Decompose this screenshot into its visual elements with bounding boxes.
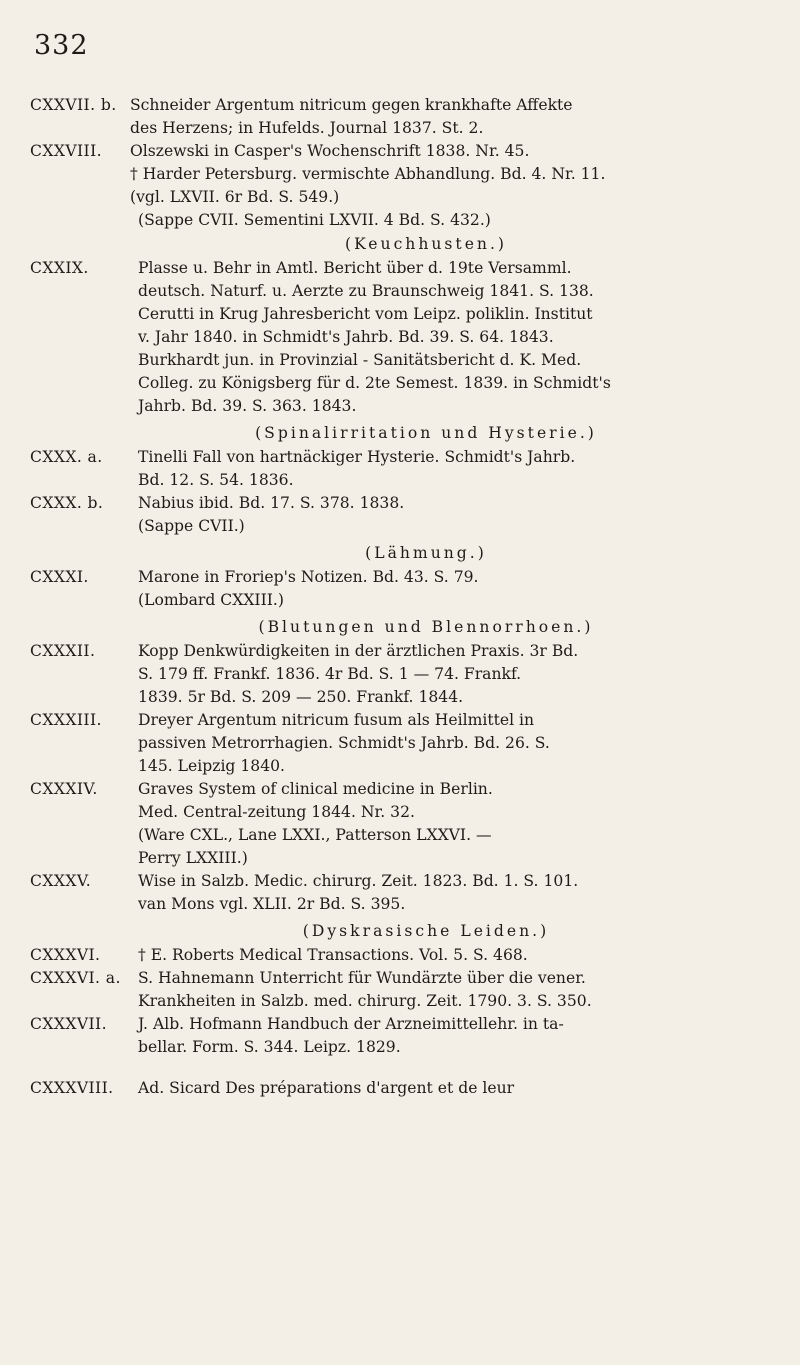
bib-entry bbox=[30, 492, 782, 515]
entry-text: Wise in Salzb. Medic. chirurg. Zeit. 1823. Bd. 1. S. 101. van Mons vgl. XLII. 2r Bd. S. 395. bbox=[138, 872, 579, 913]
cross-reference: (Sappe CVII. Sementini LXVII. 4 Bd. S. 432.) bbox=[138, 211, 491, 229]
bib-entry bbox=[30, 640, 782, 709]
entry-number: CXXXVI. a. bbox=[30, 969, 121, 987]
entry-number: CXXXVII. bbox=[30, 1015, 107, 1033]
bib-entry bbox=[30, 94, 782, 140]
bib-entry bbox=[30, 566, 782, 589]
bib-entry bbox=[30, 257, 782, 418]
entry-number: CXXXV. bbox=[30, 872, 92, 890]
bib-entry bbox=[30, 1077, 782, 1100]
entry-text: J. Alb. Hofmann Handbuch der Arzneimittellehr. in ta- bellar. Form. S. 344. Leipz. 1829. bbox=[138, 1015, 564, 1056]
entry-text: Nabius ibid. Bd. 17. S. 378. 1838. bbox=[138, 494, 405, 512]
entry-text: Graves System of clinical medicine in Berlin. Med. Central-zeitung 1844. Nr. 32. (Ware CXL., Lane LXXI., Patterson LXXVI. — Perry LXXIII.) bbox=[138, 780, 493, 867]
entry-number: CXXXII. bbox=[30, 642, 96, 660]
section-heading: (Lähmung.) bbox=[365, 544, 487, 562]
entry-text: Ad. Sicard Des préparations d'argent et de leur bbox=[138, 1079, 515, 1097]
entry-text: Plasse u. Behr in Amtl. Bericht über d. 19te Versamml. deutsch. Naturf. u. Aerzte zu Braunschweig 1841. S. 138. Cerutti in Krug Jahresbericht vom Leipz. poliklin. Institut v. Jahr 1840. in Schmidt's Jahrb. Bd. 39. S. 64. 1843. Burkhardt jun. in Provinzial - Sanitätsbericht d. K. Med. Colleg. zu Königsberg für d. 2te Semest. 1839. in Schmidt's Jahrb. Bd. 39. S. 363. 1843. bbox=[138, 259, 611, 415]
section-heading: (Blutungen und Blennorrhoen.) bbox=[258, 618, 594, 636]
entry-number: CXXX. a. bbox=[30, 448, 103, 466]
bib-entry bbox=[30, 446, 782, 492]
entry-number: CXXIX. bbox=[30, 259, 89, 277]
section-heading: (Keuchhusten.) bbox=[344, 235, 508, 253]
entry-number: CXXVII. b. bbox=[30, 96, 117, 114]
entry-text: Marone in Froriep's Notizen. Bd. 43. S. 79. bbox=[138, 568, 479, 586]
page-number: 332 bbox=[34, 30, 89, 61]
entry-text: † E. Roberts Medical Transactions. Vol. 5. S. 468. bbox=[138, 946, 528, 964]
section-heading: (Dyskrasische Leiden.) bbox=[302, 922, 550, 940]
bib-entry bbox=[30, 140, 782, 209]
bib-entry bbox=[30, 1013, 782, 1059]
entry-text: Dreyer Argentum nitricum fusum als Heilmittel in passiven Metrorrhagien. Schmidt's Jahrb. Bd. 26. S. 145. Leipzig 1840. bbox=[138, 711, 550, 775]
entry-text: Kopp Denkwürdigkeiten in der ärztlichen Praxis. 3r Bd. S. 179 ff. Frankf. 1836. 4r Bd. S. 1 — 74. Frankf. 1839. 5r Bd. S. 209 — 250. Frankf. 1844. bbox=[138, 642, 579, 706]
entry-text: S. Hahnemann Unterricht für Wundärzte über die vener. Krankheiten in Salzb. med. chirurg. Zeit. 1790. 3. S. 350. bbox=[138, 969, 592, 1010]
entry-text: Schneider Argentum nitricum gegen krankhafte Affekte des Herzens; in Hufelds. Journal 1837. St. 2. bbox=[130, 96, 573, 137]
entry-number: CXXXVIII. bbox=[30, 1079, 114, 1097]
cross-reference: (Sappe CVII.) bbox=[138, 517, 245, 535]
bib-entry bbox=[30, 778, 782, 870]
entry-number: CXXXIII. bbox=[30, 711, 102, 729]
entry-text: Olszewski in Casper's Wochenschrift 1838. Nr. 45. † Harder Petersburg. vermischte Abhandlung. Bd. 4. Nr. 11. (vgl. LXVII. 6r Bd. S. 549.) bbox=[130, 142, 606, 206]
bib-entry bbox=[30, 870, 782, 916]
bib-entry bbox=[30, 709, 782, 778]
bibliography bbox=[30, 94, 782, 1100]
entry-number: CXXXVI. bbox=[30, 946, 101, 964]
entry-number: CXXVIII. bbox=[30, 142, 103, 160]
cross-reference: (Lombard CXXIII.) bbox=[138, 591, 284, 609]
entry-number: CXXXIV. bbox=[30, 780, 98, 798]
entry-text: Tinelli Fall von hartnäckiger Hysterie. Schmidt's Jahrb. Bd. 12. S. 54. 1836. bbox=[138, 448, 576, 489]
entry-number: CXXXI. bbox=[30, 568, 89, 586]
bib-entry bbox=[30, 944, 782, 967]
entry-number: CXXX. b. bbox=[30, 494, 104, 512]
section-heading: (Spinalirritation und Hysterie.) bbox=[255, 424, 597, 442]
bib-entry bbox=[30, 967, 782, 1013]
